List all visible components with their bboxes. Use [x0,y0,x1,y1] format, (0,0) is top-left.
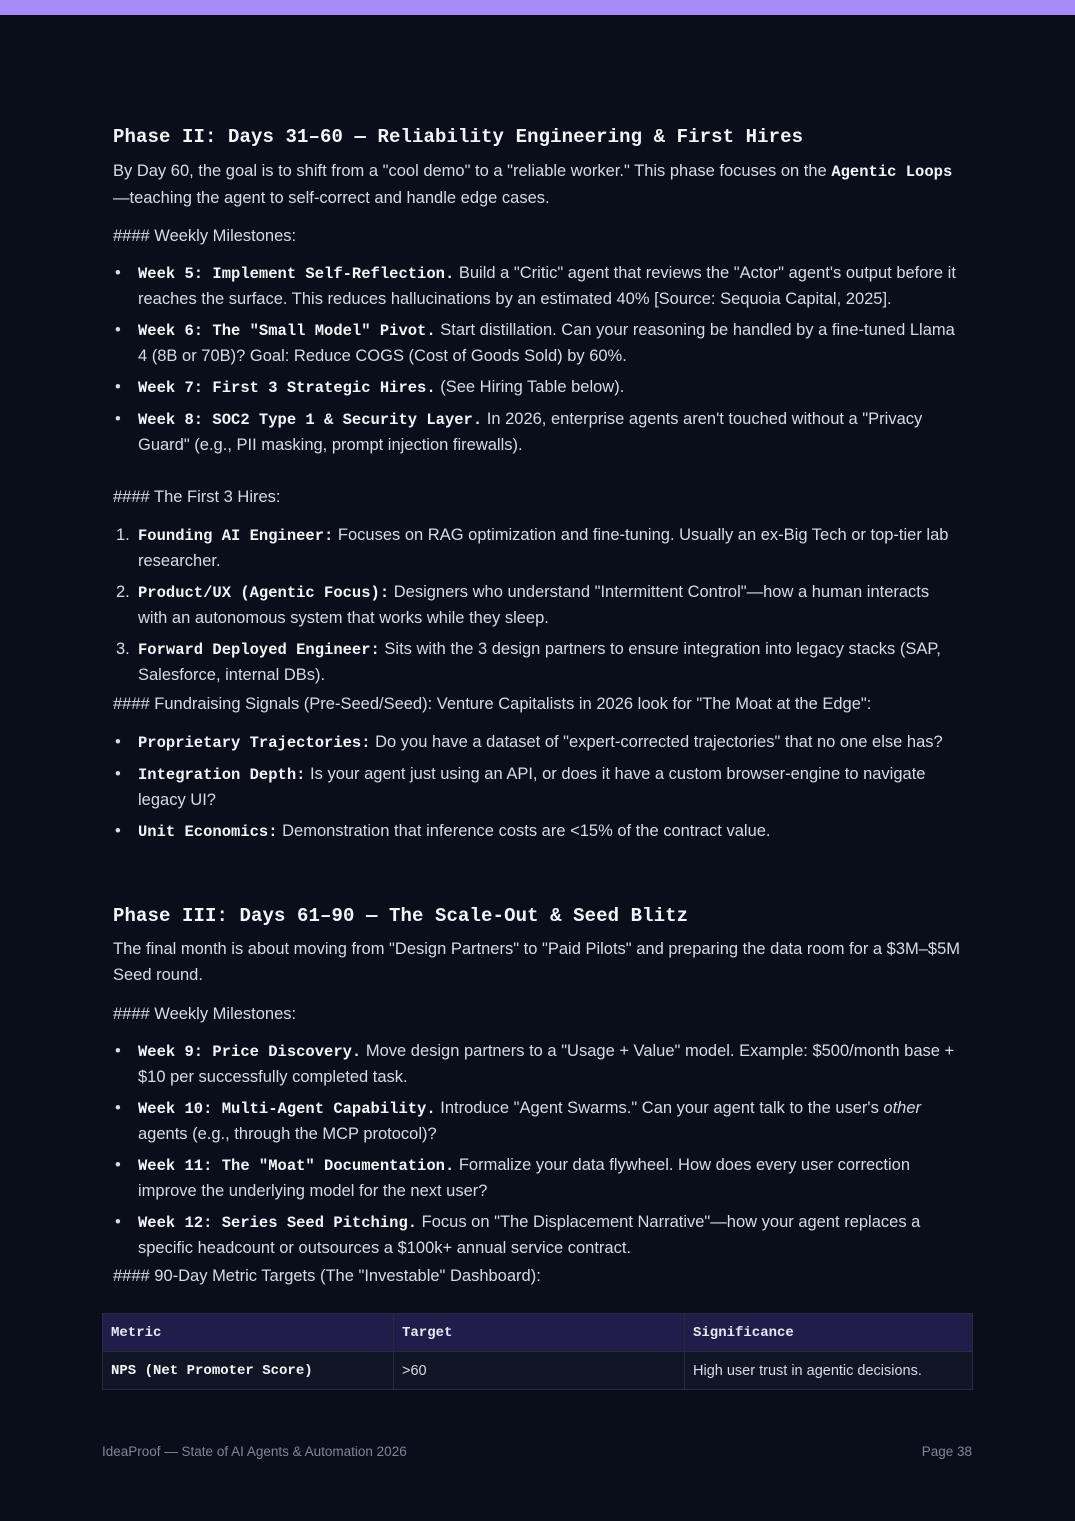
list-item: • Week 7: First 3 Strategic Hires. (See Hiring Table below). [115,378,625,397]
list-item: • Week 12: Series Seed Pitching. Focus on "The Displacement Narrative"—how your agent replaces a specific headcount or outsources a $100k+ annual service contract. [115,1213,921,1257]
hires-heading: #### The First 3 Hires: [113,488,281,506]
list-item: • Week 5: Implement Self-Reflection. Build a "Critic" agent that reviews the "Actor" agent's output before it reaches the surface. This reduces hallucinations by an estimated 40% [Source: Sequoia Capital, 2025]. [115,264,956,308]
list-item: • Week 10: Multi-Agent Capability. Introduce "Agent Swarms." Can your agent talk to the user's other agents (e.g., through the MCP protocol)? [115,1099,922,1143]
list-item: 1. Founding AI Engineer: Focuses on RAG optimization and fine-tuning. Usually an ex-Big Tech or top-tier lab researcher. [116,526,949,570]
phase3-weekly-heading: #### Weekly Milestones: [113,1005,297,1023]
table-header-row [103,1314,973,1352]
phase2-weekly-heading: #### Weekly Milestones: [113,227,297,245]
list-item: • Week 9: Price Discovery. Move design partners to a "Usage + Value" model. Example: $500/month base + $10 per successfully completed task. [115,1042,955,1086]
phase3-intro: The final month is about moving from "Design Partners" to "Paid Pilots" and preparing the data room for a $3M–$5M Seed round. [113,940,961,984]
list-item: • Proprietary Trajectories: Do you have a dataset of "expert-corrected trajectories" that no one else has? [115,733,943,752]
list-item: • Week 8: SOC2 Type 1 & Security Layer. In 2026, enterprise agents aren't touched without a "Privacy Guard" (e.g., PII masking, prompt injection firewalls). [115,410,923,454]
table-cell-target: >60 [394,1352,685,1390]
list-item: • Unit Economics: Demonstration that inference costs are <15% of the contract value. [115,822,771,841]
column-header-metric: Metric [103,1314,394,1352]
metrics-heading: #### 90-Day Metric Targets (The "Investable" Dashboard): [113,1267,541,1285]
page-number: Page 38 [921,1444,972,1459]
column-header-target: Target [394,1314,685,1352]
signals-list [113,730,963,851]
phase2-milestone-list [113,261,963,464]
column-header-significance: Significance [685,1314,973,1352]
phase3-milestone-list [113,1039,963,1267]
footer-title: IdeaProof — State of AI Agents & Automation 2026 [102,1444,407,1459]
top-accent-bar [0,0,1075,15]
list-item: • Integration Depth: Is your agent just using an API, or does it have a custom browser-engine to navigate legacy UI? [115,765,926,809]
phase2-intro: By Day 60, the goal is to shift from a "cool demo" to a "reliable worker." This phase focuses on the Agentic Loops—teaching the agent to self-correct and handle edge cases. [113,162,953,207]
table-row [103,1352,973,1390]
list-item: • Week 11: The "Moat" Documentation. Formalize your data flywheel. How does every user correction improve the underlying model for the next user? [115,1156,911,1200]
hires-list [113,523,963,694]
metrics-table [102,1313,973,1390]
phase3-heading: Phase III: Days 61–90 — The Scale-Out & Seed Blitz [113,905,689,927]
list-item: 2. Product/UX (Agentic Focus): Designers who understand "Intermittent Control"—how a human interacts with an autonomous system that works while they sleep. [116,583,930,627]
signals-heading: #### Fundraising Signals (Pre-Seed/Seed): Venture Capitalists in 2026 look for "The Moat at the Edge": [113,695,872,713]
list-item: 3. Forward Deployed Engineer: Sits with the 3 design partners to ensure integration into legacy stacks (SAP, Salesforce, internal DBs). [116,640,941,684]
phase2-heading: Phase II: Days 31–60 — Reliability Engineering & First Hires [113,126,804,148]
table-cell-significance: High user trust in agentic decisions. [685,1352,973,1390]
table-cell-metric: NPS (Net Promoter Score) [103,1352,394,1390]
list-item: • Week 6: The "Small Model" Pivot. Start distillation. Can your reasoning be handled by a fine-tuned Llama 4 (8B or 70B)? Goal: Reduce COGS (Cost of Goods Sold) by 60%. [115,321,955,365]
